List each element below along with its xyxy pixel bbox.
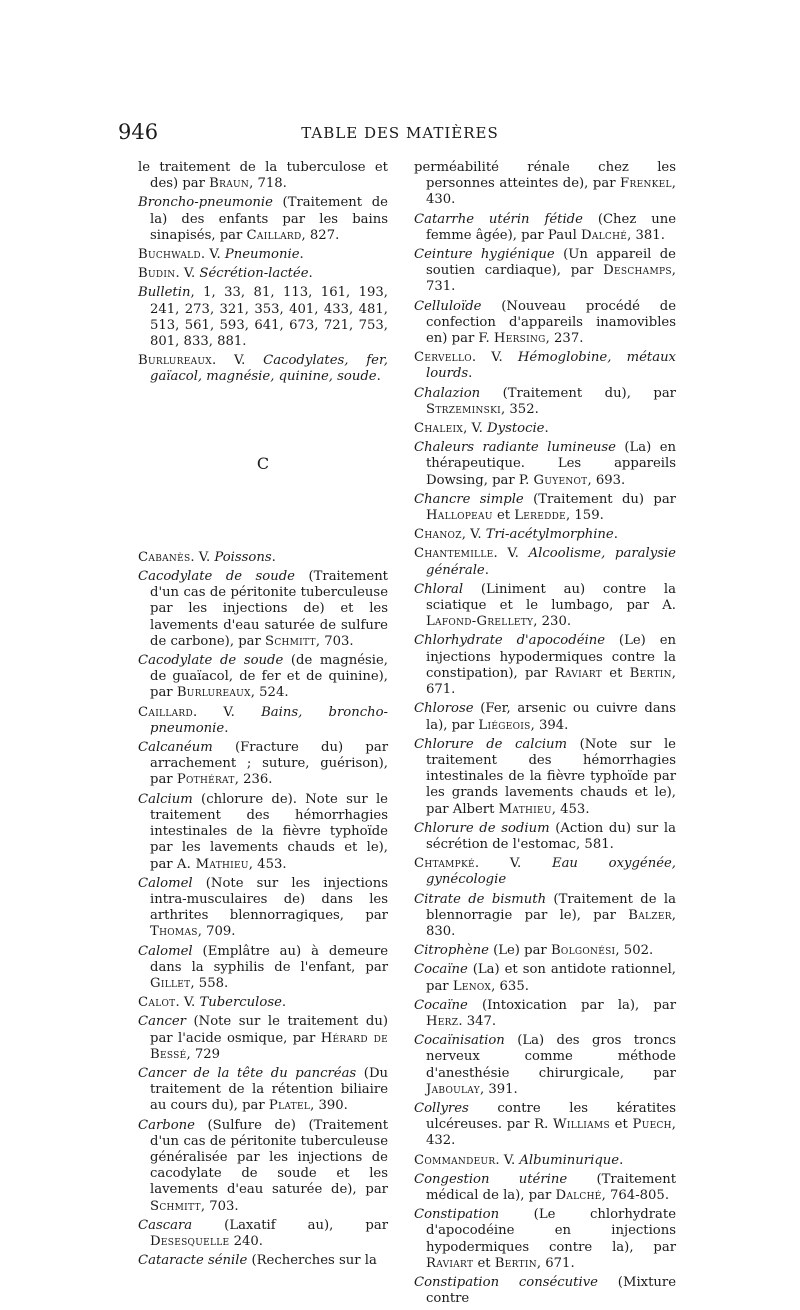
index-entry: Chaleurs radiante lumineuse (La) en thérapeutique. Les appareils Dowsing, par P. Guyenot, 693. (414, 440, 676, 488)
index-entry: Calcium (chlorure de). Note sur le traitement des hémorrhagies intestinales de la fièvre typhoïde par les lavements chauds et le), par A. Mathieu, 453. (138, 791, 388, 872)
index-entry: Chlorose (Fer, arsenic ou cuivre dans la), par Liégeois, 394. (414, 701, 676, 733)
index-entry: Cancer (Note sur le traitement du) par l'acide osmique, par Hérard de Bessé, 729 (138, 1014, 388, 1062)
index-entry: Caillard. V. Bains, broncho-pneumonie. (138, 704, 388, 736)
index-entry: Broncho-pneumonie (Traitement de la) des enfants par les bains sinapisés, par Caillard, 827. (138, 195, 388, 243)
running-title: TABLE DES MATIÈRES (301, 124, 499, 142)
index-entry: Chanoz, V. Tri-acétylmorphine. (414, 527, 618, 543)
index-entry: Chantemille. V. Alcoolisme, paralysie générale. (414, 546, 676, 578)
index-entry: Cancer de la tête du pancréas (Du traitement de la rétention biliaire au cours du), par Platel, 390. (138, 1065, 389, 1114)
index-entry: Chlorhydrate d'apocodéine (Le) en injections hypodermiques contre la constipation), par Raviart et Bertin, 671. (414, 633, 676, 698)
section-letter: C (256, 453, 270, 473)
index-entry: Calcanéum (Fracture du) par arrachement ; suture, guérison), par Pothérat, 236. (138, 740, 388, 788)
page-header (112, 120, 688, 150)
index-entry: Chloral (Liniment au) contre la sciatique et le lumbago, par A. Lafond-Grellety, 230. (414, 581, 676, 630)
index-entry: Cocaïne (La) et son antidote rationnel, par Lenox, 635. (414, 962, 676, 994)
index-entry: Buchwald. V. Pneumonie. (138, 247, 304, 263)
right-column (414, 160, 676, 1310)
left-bottom-entries (138, 550, 388, 1270)
index-entry: Cataracte sénile (Recherches sur la (138, 1253, 377, 1269)
left-top-entries (138, 160, 388, 386)
index-entry: Carbone (Sulfure de) (Traitement d'un cas de péritonite tuberculeuse généralisée par les injections de cacodylate de soude et les lavements d'eau saturée de), par Schmitt, 703. (138, 1117, 388, 1214)
index-entry: Budin. V. Sécrétion-lactée. (138, 266, 313, 282)
index-entry: Celluloïde (Nouveau procédé de confection d'appareils inamovibles en) par F. Hersing, 237. (414, 298, 676, 347)
page-number: 946 (118, 120, 159, 144)
index-entry: Citrophène (Le) par Bolgonési, 502. (414, 943, 654, 959)
index-entry: Cocaïne (Intoxication par la), par Herz. 347. (414, 997, 676, 1029)
index-entry: Chalazion (Traitement du), par Strzeminski, 352. (414, 385, 676, 417)
index-entry: Chtampké. V. Eau oxygénée, gynécologie (414, 856, 676, 888)
index-entry: Cacodylate de soude (de magnésie, de guaïacol, de fer et de quinine), par Burlureaux, 524. (138, 653, 388, 701)
index-entry: Cacodylate de soude (Traitement d'un cas de péritonite tuberculeuse par les injections de) et les lavements d'eau saturée de sulfure de carbone), par Schmitt, 703. (138, 569, 388, 649)
index-entry: Cervello. V. Hémoglobine, métaux lourds. (414, 350, 676, 382)
left-column (138, 160, 388, 1272)
index-entry: Cabanès. V. Poissons. (138, 549, 276, 565)
index-entry: Calomel (Emplâtre au) à demeure dans la syphilis de l'enfant, par Gillet, 558. (138, 943, 388, 991)
index-entry: Chancre simple (Traitement du) par Hallopeau et Leredde, 159. (414, 491, 676, 524)
index-entry: Chlorure de sodium (Action du) sur la sécrétion de l'estomac, 581. (414, 820, 676, 852)
index-entry: Ceinture hygiénique (Un appareil de soutien cardiaque), par Deschamps, 731. (414, 247, 676, 295)
index-entry: Catarrhe utérin fétide (Chez une femme âgée), par Paul Dalché, 381. (414, 211, 676, 243)
index-entry: Calomel (Note sur les injections intra-musculaires de) dans les arthrites blennorragiques, par Thomas, 709. (138, 875, 388, 940)
index-entry: Constipation (Le chlorhydrate d'apocodéine en injections hypodermiques contre la), par Raviart et Bertin, 671. (414, 1207, 676, 1271)
index-entry: Collyres contre les kératites ulcéreuses. par R. Williams et Puech, 432. (414, 1100, 676, 1149)
index-entry: Commandeur. V. Albuminurique. (414, 1152, 624, 1168)
index-entry: perméabilité rénale chez les personnes atteintes de), par Frenkel, 430. (414, 160, 676, 208)
index-entry: Citrate de bismuth (Traitement de la blennorragie par le), par Balzer, 830. (414, 891, 676, 939)
index-entry: Chlorure de calcium (Note sur le traitement des hémorrhagies intestinales de la fièvre typhoïde par les grands lavements chauds et le), par Albert Mathieu, 453. (414, 736, 676, 817)
index-entry: Chaleix, V. Dystocie. (414, 421, 549, 437)
right-entries (414, 160, 676, 1307)
index-entry: Constipation consécutive (Mixture contre (414, 1275, 676, 1307)
index-entry: Congestion utérine (Traitement médical de la), par Dalché, 764-805. (414, 1171, 676, 1203)
index-entry: Calot. V. Tuberculose. (138, 995, 287, 1011)
index-entry: Cascara (Laxatif au), par Desesquelle 240. (138, 1217, 388, 1249)
index-entry: Cocaïnisation (La) des gros troncs nerveux comme méthode d'anesthésie chirurgicale, par Jaboulay, 391. (414, 1033, 676, 1097)
index-entry: Bulletin, 1, 33, 81, 113, 161, 193, 241, 273, 321, 353, 401, 433, 481, 513, 561, 593, 641, 673, 721, 753, 801, 833, 881. (138, 285, 388, 350)
index-entry: le traitement de la tuberculose et des) par Braun, 718. (138, 160, 388, 192)
index-entry: Burlureaux. V. Cacodylates, fer, gaïacol, magnésie, quinine, soude. (138, 353, 388, 385)
